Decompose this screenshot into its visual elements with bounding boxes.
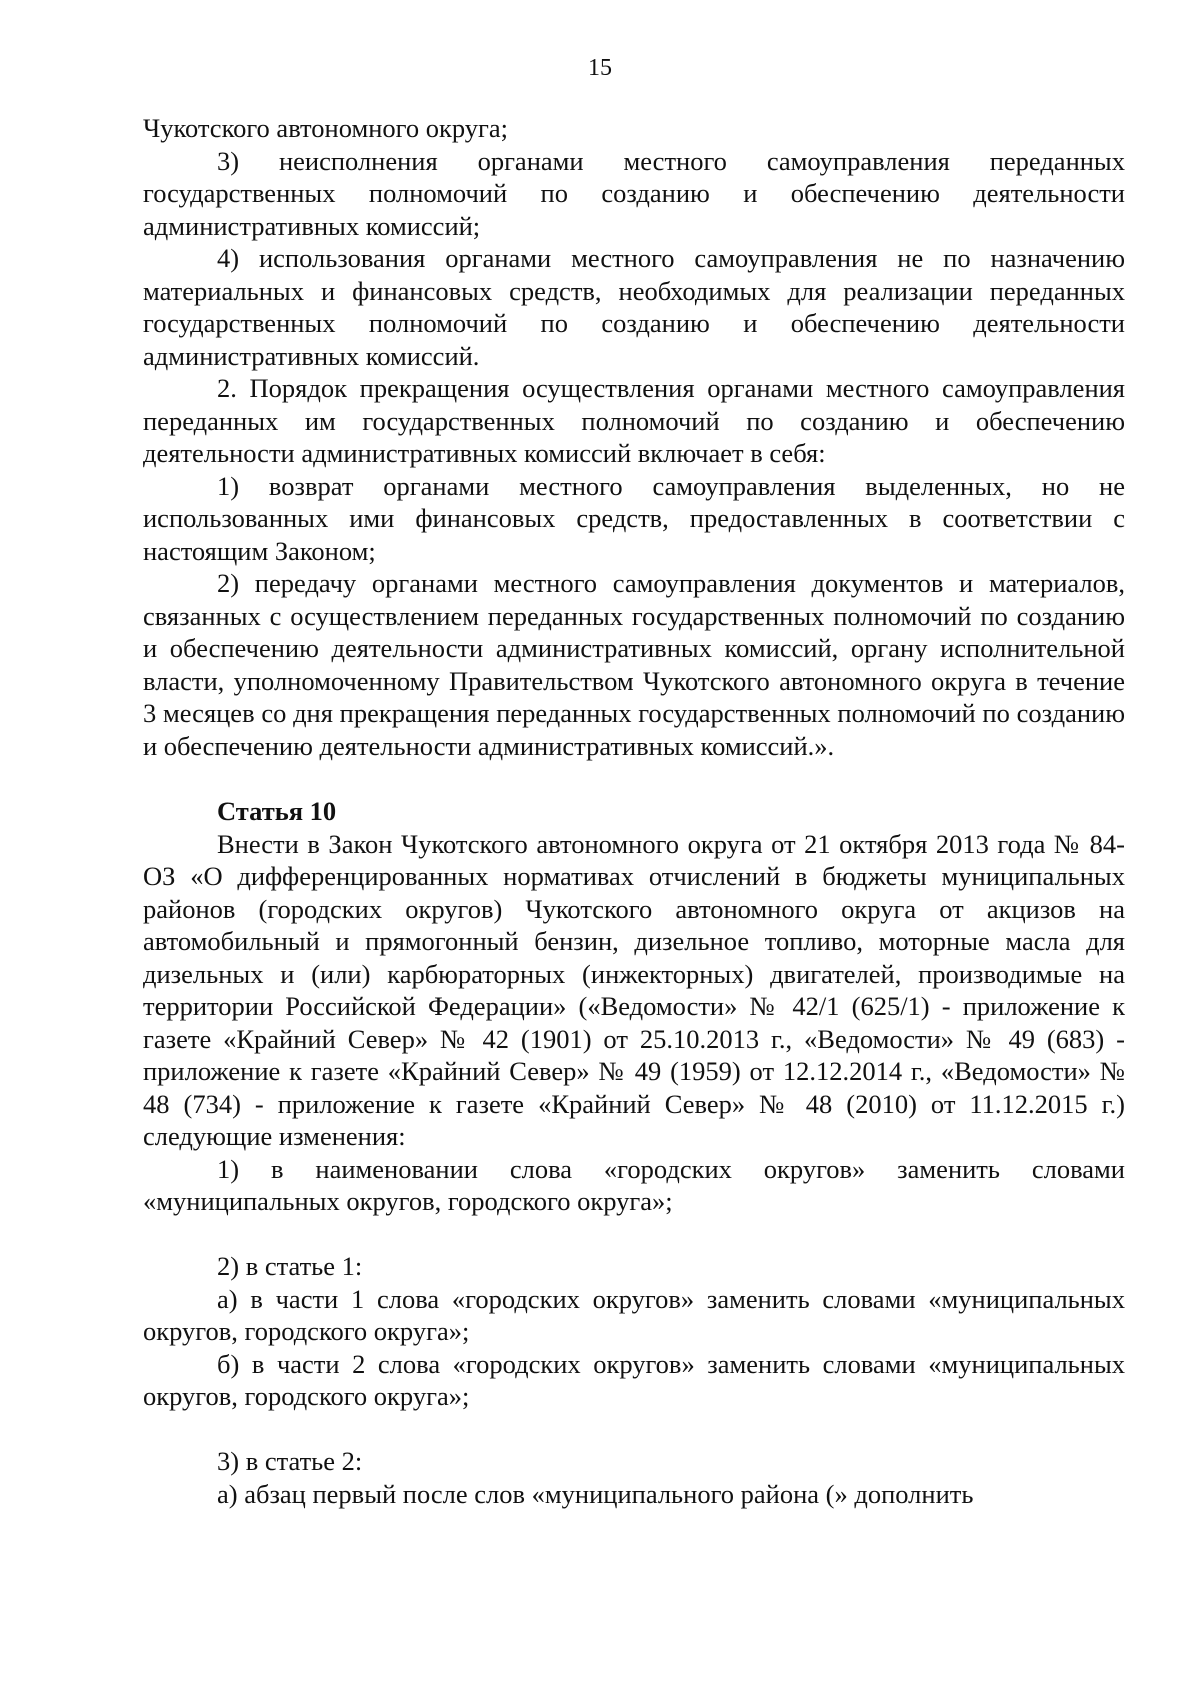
page-number: 15	[588, 55, 612, 81]
paragraph: б) в части 2 слова «городских округов» заменить словами «муниципальных округов, городского округа»;	[143, 1348, 1125, 1411]
paragraph: Внести в Закон Чукотского автономного округа от 21 октября 2013 года № 84-ОЗ «О дифференцированных нормативах отчислений в бюджеты муниципальных районов (городских округов) Чукотского автономного округа от акцизов на автомобильный и прямогонный бензин, дизельное топливо, моторные масла для дизельных и (или) карбюраторных (инжекторных) двигателей, производимые на территории Российской Федерации» («Ведомости» № 42/1 (625/1) - приложение к газете «Крайний Север» № 42 (1901) от 25.10.2013 г., «Ведомости» № 49 (683) - приложение к газете «Крайний Север» № 49 (1959) от 12.12.2014 г., «Ведомости» № 48 (734) - приложение к газете «Крайний Север» № 48 (2010) от 11.12.2015 г.) следующие изменения:	[143, 828, 1125, 1151]
paragraph: 1) в наименовании слова «городских округов» заменить словами «муниципальных округов, городского округа»;	[143, 1153, 1125, 1216]
paragraph: Чукотского автономного округа;	[143, 113, 509, 143]
paragraph: 3) неисполнения органами местного самоуправления переданных государственных полномочий по созданию и обеспечению деятельности административных комиссий;	[143, 145, 1125, 241]
paragraph: а) в части 1 слова «городских округов» заменить словами «муниципальных округов, городского округа»;	[143, 1283, 1125, 1346]
paragraph: 2. Порядок прекращения осуществления органами местного самоуправления переданных им государственных полномочий по созданию и обеспечению деятельности административных комиссий включает в себя:	[143, 373, 1125, 468]
paragraph: 4) использования органами местного самоуправления не по назначению материальных и финансовых средств, необходимых для реализации переданных государственных полномочий по созданию и обеспечению деятельности административных комиссий.	[143, 243, 1125, 371]
paragraph: 3) в статье 2:	[217, 1446, 363, 1476]
article-heading: Статья 10	[217, 796, 337, 826]
paragraph: 2) в статье 1:	[217, 1251, 363, 1281]
paragraph: 1) возврат органами местного самоуправления выделенных, но не использованных ими финансовых средств, предоставленных в соответствии с настоящим Законом;	[143, 470, 1125, 566]
document-body	[143, 112, 1125, 1510]
paragraph: а) абзац первый после слов «муниципального района (» дополнить	[217, 1478, 974, 1509]
paragraph: 2) передачу органами местного самоуправления документов и материалов, связанных с осуществлением переданных государственных полномочий по созданию и обеспечению деятельности административных комиссий, органу исполнительной власти, уполномоченному Правительством Чукотского автономного округа в течение 3 месяцев со дня прекращения переданных государственных полномочий по созданию и обеспечению деятельности административных комиссий.».	[143, 568, 1125, 761]
